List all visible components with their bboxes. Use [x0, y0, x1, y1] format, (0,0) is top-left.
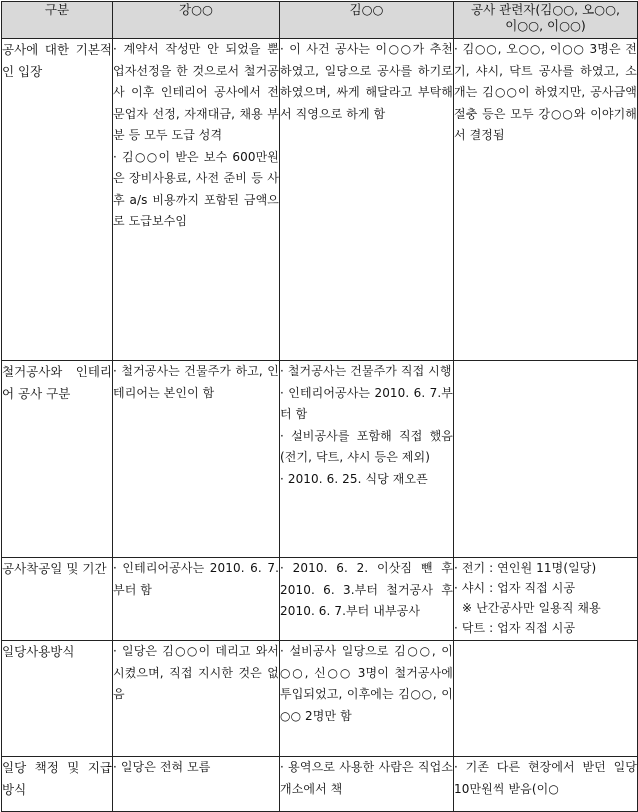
statement-item: · 샤시 : 업자 직접 시공	[454, 581, 576, 595]
statement-item: · 인테리어공사는 2010. 6. 7.부터 함	[280, 385, 453, 421]
others-statement-cell	[454, 558, 638, 641]
statement-item: · 철거공사는 건물주가 직접 시행	[280, 364, 452, 378]
statement-item: · 닥트 : 업자 직접 시공	[454, 621, 576, 635]
header-kim: 김○○	[280, 2, 454, 39]
row-label: 철거공사와 인테리어 공사 구분	[2, 361, 113, 558]
kim-statement-cell	[280, 361, 454, 558]
header-related-persons: 공사 관련자(김○○, 오○○, 이○○, 이○○)	[454, 2, 638, 39]
kim-statement-cell	[280, 641, 454, 757]
table-row	[2, 558, 638, 641]
kim-statement-cell	[280, 757, 454, 812]
statement-item: · 이 사건 공사는 이○○가 추천하였고, 일당으로 공사를 하기로 하였으며, 싸게 해달라고 부탁해서 직영으로 하게 함	[280, 42, 453, 121]
table-row	[2, 361, 638, 558]
statement-item: · 전기 : 연인원 11명(일당)	[454, 561, 597, 575]
header-category: 구분	[2, 2, 113, 39]
statement-item: · 계약서 작성만 안 되었을 뿐 업자선정을 한 것으로서 철거공사 이후 인테리어 공사에서 전문업자 선정, 자재대금, 채용 부분 등 모두 도급 성격	[113, 42, 279, 142]
statement-item: · 설비공사 일당으로 김○○, 이○○, 신○○ 3명이 철거공사에 투입되었고, 이후에는 김○○, 이○○ 2명만 함	[280, 644, 453, 723]
header-row	[2, 2, 638, 39]
others-statement-cell	[454, 39, 638, 361]
row-label: 공사에 대한 기본적인 입장	[2, 39, 113, 361]
others-statement-cell	[454, 361, 638, 558]
kang-statement-cell	[113, 361, 280, 558]
statement-item: · 김○○이 받은 보수 600만원은 장비사용료, 사전 준비 등 사후 a/s 비용까지 포함된 금액으로 도급보수임	[113, 149, 279, 228]
row-label: 일당사용방식	[2, 641, 113, 757]
row-label: 공사착공일 및 기간	[2, 558, 113, 641]
statement-comparison-table	[1, 1, 638, 812]
kim-statement-cell	[280, 39, 454, 361]
kang-statement-cell	[113, 558, 280, 641]
statement-item: · 철거공사는 건물주가 하고, 인테리어는 본인이 함	[113, 364, 279, 400]
statement-item: ※ 난간공사만 일용직 채용	[462, 601, 601, 615]
kang-statement-cell	[113, 757, 280, 812]
kim-statement-cell	[280, 558, 454, 641]
table-row	[2, 641, 638, 757]
statement-item: · 일당은 김○○이 데리고 와서 시켰으며, 직접 지시한 것은 없음	[113, 644, 279, 701]
table-row	[2, 39, 638, 361]
statement-item: · 2010. 6. 25. 식당 재오픈	[280, 471, 428, 486]
table-row	[2, 757, 638, 812]
header-kang: 강○○	[113, 2, 280, 39]
statement-item: · 설비공사를 포함해 직접 했음(전기, 닥트, 샤시 등은 제외)	[280, 428, 453, 464]
statement-item: · 용역으로 사용한 사람은 직업소개소에서 책	[280, 760, 453, 796]
kang-statement-cell	[113, 39, 280, 361]
statement-item: · 기존 다른 현장에서 받던 일당 10만원씩 받음(이○	[454, 760, 637, 796]
row-label: 일당 책정 및 지급 방식	[2, 757, 113, 812]
statement-item: · 인테리어공사는 2010. 6. 7.부터 함	[113, 561, 279, 597]
statement-item: · 김○○, 오○○, 이○○ 3명은 전기, 샤시, 닥트 공사를 하였고, 소개는 김○○이 하였지만, 공사금액 절충 등은 모두 강○○와 이야기해서 결정됨	[454, 42, 637, 142]
statement-item: · 일당은 전혀 모름	[113, 760, 211, 774]
others-statement-cell	[454, 757, 638, 812]
kang-statement-cell	[113, 641, 280, 757]
statement-item: · 2010. 6. 2. 이삿짐 뺀 후 2010. 6. 3.부터 철거공사 후 2010. 6. 7.부터 내부공사	[280, 561, 453, 618]
others-statement-cell	[454, 641, 638, 757]
